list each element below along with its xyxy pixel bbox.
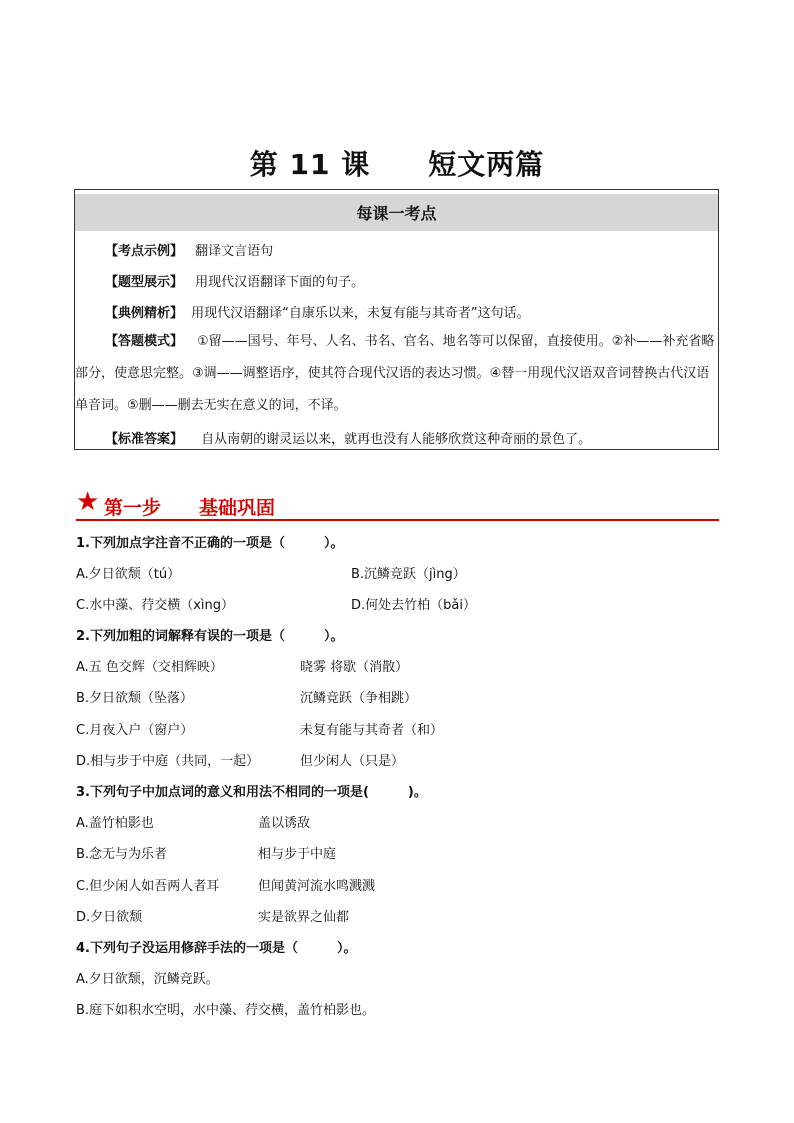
q2-option-d2: 但少闲人（只是）	[300, 754, 405, 769]
answer-line	[105, 428, 591, 447]
q3-option-c2: 但闻黄河流水鸣溅溅	[258, 879, 376, 894]
section-heading	[76, 487, 719, 521]
mode-label: 【答题模式】	[105, 334, 184, 349]
q2-option-b2: 沉鳞竞跃（争相跳）	[300, 691, 418, 706]
q2-option-b: B.夕日欲颓（坠落）	[76, 691, 194, 706]
question-1: 1.下列加点字注音不正确的一项是（ ）。	[76, 536, 344, 551]
q4-option-a: A.夕日欲颓，沉鳞竞跃。	[76, 972, 219, 987]
example-line	[105, 240, 273, 259]
q2-option-c2: 未复有能与其奇者（和）	[300, 723, 444, 738]
box-header: 每课一考点	[75, 194, 718, 231]
analysis-text: 用现代汉语翻译“自康乐以来，未复有能与其奇者”这句话。	[191, 306, 530, 321]
q3-option-c: C.但少闲人如吾两人者耳	[76, 879, 220, 894]
type-label: 【题型展示】	[105, 275, 184, 290]
star-icon: ★	[76, 487, 100, 517]
example-text: 翻译文言语句	[195, 244, 274, 259]
analysis-line	[105, 302, 530, 321]
q3-option-b2: 相与步于中庭	[258, 847, 337, 862]
question-2: 2.下列加粗的词解释有误的一项是（ ）。	[76, 629, 344, 644]
q3-option-b: B.念无与为乐者	[76, 847, 168, 862]
q3-option-d2: 实是欲界之仙都	[258, 910, 350, 925]
page-title: 第 11 课 短文两篇	[249, 148, 545, 181]
section-title: 第一步 基础巩固	[104, 497, 276, 519]
answer-text: 自从南朝的谢灵运以来，就再也没有人能够欣赏这种奇丽的景色了。	[201, 432, 592, 447]
key-point-box	[74, 189, 719, 450]
example-label: 【考点示例】	[105, 244, 184, 259]
q2-option-d: D.相与步于中庭（共同，一起）	[76, 754, 260, 769]
type-text: 用现代汉语翻译下面的句子。	[195, 275, 365, 290]
q1-option-c: C.水中藻、荇交横（xìng）	[76, 598, 235, 613]
q3-option-d: D.夕日欲颓	[76, 910, 143, 925]
q2-option-a: A.五 色交辉（交相辉映）	[76, 660, 223, 675]
mode-paragraph	[75, 326, 718, 422]
q2-option-c: C.月夜入户（窗户）	[76, 723, 194, 738]
analysis-label: 【典例精析】	[105, 306, 184, 321]
q1-option-b: B.沉鳞竞跃（jìng）	[351, 567, 466, 582]
q2-option-a2: 晓雾 将歇（消散）	[300, 660, 409, 675]
type-line	[105, 271, 364, 290]
question-3: 3.下列句子中加点词的意义和用法不相同的一项是( )。	[76, 785, 427, 800]
q1-option-a: A.夕日欲颓（tú）	[76, 567, 181, 582]
q1-option-d: D.何处去竹柏（bǎi）	[351, 598, 476, 613]
q3-option-a: A.盖竹柏影也	[76, 816, 154, 831]
mode-text: ①留——国号、年号、人名、书名、官名、地名等可以保留，直接使用。②补——补充省略部分，使意思完整。③调——调整语序，使其符合现代汉语的表达习惯。④替一用现代汉语双音词替换古代汉语单音词。⑤删——删去无实在意义的词，不译。	[75, 334, 715, 413]
q4-option-b: B.庭下如积水空明，水中藻、荇交横，盖竹柏影也。	[76, 1003, 376, 1018]
q3-option-a2: 盖以诱敌	[258, 816, 311, 831]
question-4: 4.下列句子没运用修辞手法的一项是（ ）。	[76, 941, 357, 956]
answer-label: 【标准答案】	[105, 432, 184, 447]
